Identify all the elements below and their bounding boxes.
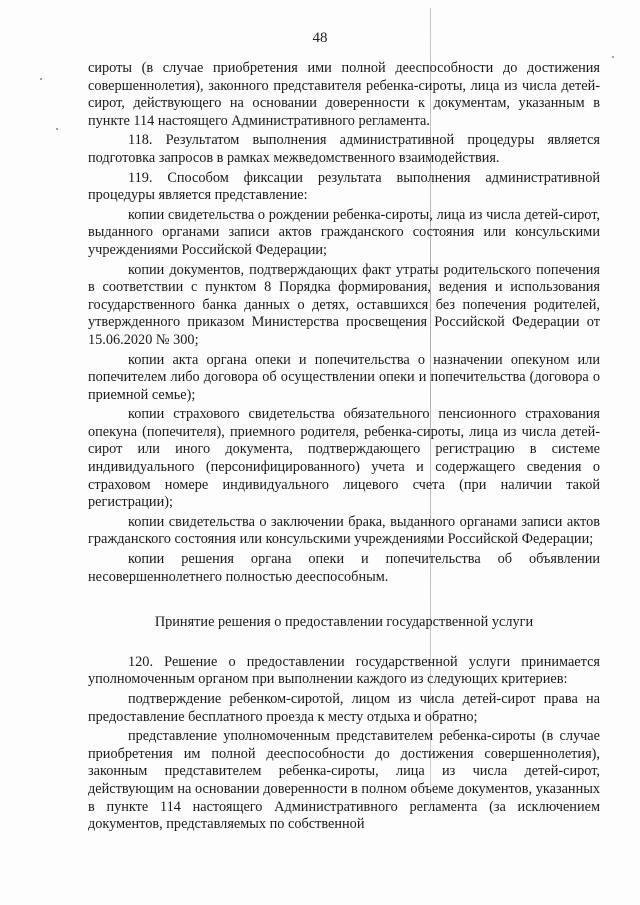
scan-speck bbox=[56, 128, 58, 130]
paragraph-loss-of-care: копии документов, подтверждающих факт утраты родительского попечения в соответствии с пунктом 8 Порядка формирования, ведения и использования государственного банка данных о детях, оставшихся без попечения родителей, утвержденного приказом Министерства просвещения Российской Федерации от 15.06.2020 № 300; bbox=[88, 261, 600, 348]
scan-speck bbox=[612, 56, 614, 58]
paragraph-marriage-certificate: копии свидетельства о заключении брака, выданного органами записи актов гражданского состояния или консульскими учреждениями Российской Федерации; bbox=[88, 513, 600, 548]
paragraph-120: 120. Решение о предоставлении государственной услуги принимается уполномоченным органом при выполнении каждого из следующих критериев: bbox=[88, 653, 600, 688]
document-body bbox=[88, 60, 600, 834]
paragraph-insurance-certificate: копии страхового свидетельства обязательного пенсионного страхования опекуна (попечителя), приемного родителя, ребенка-сироты, лица из числа детей-сирот или иного документа, подтверждающего регистрацию в системе индивидуального (персонифицированного) учета и содержащего сведения о страховом номере индивидуального лицевого счета (при наличии такой регистрации); bbox=[88, 406, 600, 511]
section-heading: Принятие решения о предоставлении государственной услуги bbox=[154, 614, 534, 631]
paragraph-119: 119. Способом фиксации результата выполнения административной процедуры является представление: bbox=[88, 169, 600, 204]
scan-speck bbox=[40, 78, 42, 80]
paragraph-118: 118. Результатом выполнения административной процедуры является подготовка запросов в рамках межведомственного взаимодействия. bbox=[88, 132, 600, 166]
paragraph-full-capacity: копии решения органа опеки и попечительства об объявлении несовершеннолетнего полностью дееспособным. bbox=[88, 551, 600, 585]
paragraph-right-confirmation: подтверждение ребенком-сиротой, лицом из числа детей-сирот права на предоставление бесплатного проезда к месту отдыха и обратно; bbox=[88, 691, 600, 725]
paragraph-birth-certificate: копии свидетельства о рождении ребенка-сироты, лица из числа детей-сирот, выданного органами записи актов гражданского состояния или консульскими учреждениями Российской Федерации; bbox=[88, 206, 600, 258]
paragraph-continuation: сироты (в случае приобретения ими полной дееспособности до достижения совершеннолетия), законного представителя ребенка-сироты, лица из числа детей-сирот, действующего на основании доверенности к документам, указанным в пункте 114 настоящего Административного регламента. bbox=[88, 60, 600, 129]
page-number: 48 bbox=[312, 30, 328, 46]
paragraph-guardian-act: копии акта органа опеки и попечительства о назначении опекуном или попечителем либо договора об осуществлении опеки и попечительства (договора о приемной семье); bbox=[88, 351, 600, 403]
paragraph-document-submission: представление уполномоченным представителем ребенка-сироты (в случае приобретения им полной дееспособности до достижения совершеннолетия), законным представителем ребенка-сироты, лица из числа детей-сирот, действующим на основании доверенности в полном объеме документов, указанных в пункте 114 настоящего Административного регламента (за исключением документов, представляемых по собственной bbox=[88, 728, 600, 833]
